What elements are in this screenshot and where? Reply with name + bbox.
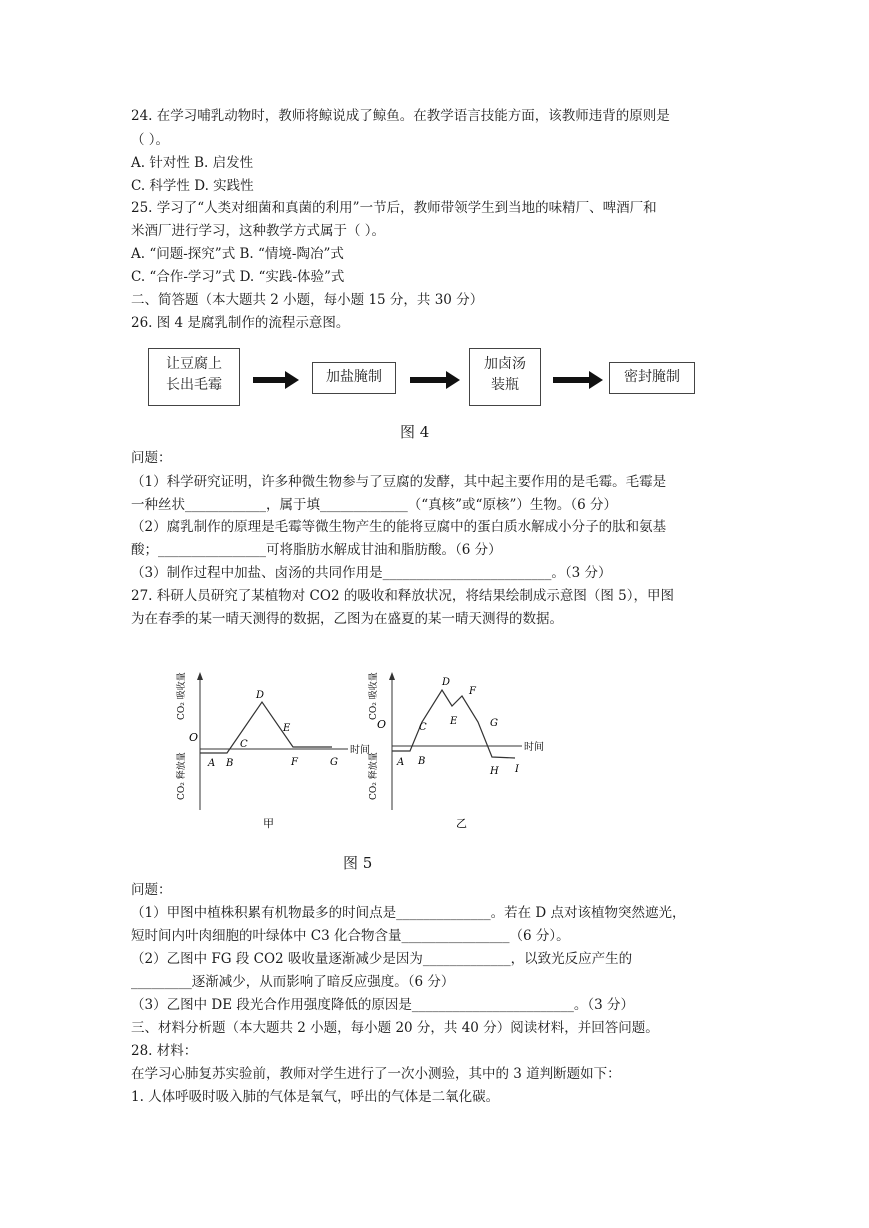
yi-point-h: H xyxy=(490,766,499,777)
yi-y-down-label: CO₂ 释放量 xyxy=(369,752,379,800)
q27-part2-line-2: _________逐渐减少，从而影响了暗反应强度。（6 分） xyxy=(131,974,455,990)
q26-part2-line-2: 酸；________________可将脂肪水解成甘油和脂肪酸。（6 分） xyxy=(131,542,502,558)
chart-yi xyxy=(367,672,544,830)
q27-questions-label: 问题： xyxy=(131,882,172,898)
figure-5-caption: 图 5 xyxy=(343,854,373,872)
q28-intro: 在学习心肺复苏实验前，教师对学生进行了一次小测验，其中的 3 道判断题如下： xyxy=(131,1066,621,1082)
jia-curve xyxy=(200,702,332,753)
flow-step-3-line-2: 装瓶 xyxy=(491,377,519,393)
q27-part2-line-1: （2）乙图中 FG 段 CO2 吸收量逐渐减少是因为_____________，以致光反应产生的 xyxy=(131,951,633,967)
chart-jia xyxy=(175,672,370,830)
yi-point-b: B xyxy=(418,756,426,767)
q26-questions-label: 问题： xyxy=(131,450,172,466)
yi-y-up-label: CO₂ 吸收量 xyxy=(369,672,379,720)
yi-title: 乙 xyxy=(456,817,467,830)
q24-options-cd: C. 科学性 D. 实践性 xyxy=(131,178,254,194)
jia-title: 甲 xyxy=(263,817,274,830)
q28-label: 28. 材料： xyxy=(131,1043,198,1059)
q25-options-cd: C. “合作-学习”式 D. “实践-体验”式 xyxy=(131,269,345,285)
figure-5 xyxy=(160,650,580,840)
q24-options-ab: A. 针对性 B. 启发性 xyxy=(131,155,254,171)
jia-y-up-label: CO₂ 吸收量 xyxy=(177,672,187,720)
q26-part1-line-2: 一种丝状____________，属于填_____________（“真核”或“原核”）生物。（6 分） xyxy=(131,497,617,513)
q28-item-1: 1. 人体呼吸时吸入肺的气体是氧气，呼出的气体是二氧化碳。 xyxy=(131,1089,500,1105)
yi-point-a: A xyxy=(397,757,405,768)
q24-stem-line-1: 24. 在学习哺乳动物时，教师将鲸说成了鲸鱼。在教学语言技能方面，该教师违背的原则是 xyxy=(131,108,670,124)
section-3-heading: 三、材料分析题（本大题共 2 小题，每小题 20 分，共 40 分）阅读材料，并回答问题。 xyxy=(131,1020,659,1036)
figure-5-graphs xyxy=(160,650,580,840)
flow-step-1-line-1: 让豆腐上 xyxy=(166,356,222,372)
yi-point-d: D xyxy=(442,677,451,688)
jia-point-d: D xyxy=(256,690,265,701)
flow-step-1 xyxy=(148,348,240,406)
q26-part1-line-1: （1）科学研究证明，许多种微生物参与了豆腐的发酵，其中起主要作用的是毛霉。毛霉是 xyxy=(131,474,667,490)
flow-step-3-line-1: 加卤汤 xyxy=(484,356,526,372)
q25-options-ab: A. “问题-探究”式 B. “情境-陶冶”式 xyxy=(131,246,344,262)
jia-y-arrow-icon xyxy=(197,672,203,680)
yi-point-i: I xyxy=(515,764,519,775)
q27-stem-line-1: 27. 科研人员研究了某植物对 CO2 的吸收和释放状况，将结果绘制成示意图（图 5），甲图 xyxy=(131,588,674,604)
yi-point-e: E xyxy=(450,716,458,727)
q24-stem-line-2: （ ）。 xyxy=(131,132,170,148)
q27-part1-line-1: （1）甲图中植株积累有机物最多的时间点是______________。若在 D 点对该植物突然遮光， xyxy=(131,905,686,921)
flow-arrow-3 xyxy=(553,377,591,383)
q27-stem-line-2: 为在春季的某一晴天测得的数据，乙图为在盛夏的某一晴天测得的数据。 xyxy=(131,611,563,627)
yi-x-label: 时间 xyxy=(524,742,544,753)
jia-point-f: F xyxy=(291,757,298,768)
jia-point-b: B xyxy=(226,758,234,769)
yi-point-g: G xyxy=(490,718,498,729)
flow-step-1-line-2: 长出毛霉 xyxy=(166,377,222,393)
flow-step-4 xyxy=(609,362,695,394)
jia-point-g: G xyxy=(330,757,338,768)
q26-stem: 26. 图 4 是腐乳制作的流程示意图。 xyxy=(131,315,350,331)
jia-x-label: 时间 xyxy=(350,745,370,756)
q27-part1-line-2: 短时间内叶肉细胞的叶绿体中 C3 化合物含量________________（6 分）。 xyxy=(131,928,570,944)
q25-stem-line-2: 米酒厂进行学习，这种教学方式属于（ ）。 xyxy=(131,223,386,239)
figure-4-caption: 图 4 xyxy=(400,423,430,441)
yi-point-c: C xyxy=(419,722,427,733)
flow-arrow-1 xyxy=(253,377,287,383)
jia-point-e: E xyxy=(283,723,291,734)
section-2-heading: 二、简答题（本大题共 2 小题，每小题 15 分，共 30 分） xyxy=(131,292,484,308)
flow-step-3 xyxy=(469,348,541,406)
flow-step-2-label: 加盐腌制 xyxy=(326,369,382,385)
jia-y-down-label: CO₂ 释放量 xyxy=(177,752,187,800)
yi-origin-label: O xyxy=(377,718,387,731)
yi-y-arrow-icon xyxy=(389,672,395,680)
jia-point-a: A xyxy=(208,758,216,769)
figure-4-flowchart xyxy=(148,348,708,408)
jia-origin-label: O xyxy=(189,731,199,744)
flow-step-2 xyxy=(312,362,396,394)
flow-arrow-2 xyxy=(410,377,448,383)
yi-point-f: F xyxy=(469,686,476,697)
q26-part2-line-1: （2）腐乳制作的原理是毛霉等微生物产生的能将豆腐中的蛋白质水解成小分子的肽和氨基 xyxy=(131,519,667,535)
q27-part3: （3）乙图中 DE 段光合作用强度降低的原因是________________________。（3 分） xyxy=(131,997,634,1013)
q25-stem-line-1: 25. 学习了“人类对细菌和真菌的利用”一节后，教师带领学生到当地的味精厂、啤酒厂和 xyxy=(131,200,657,216)
q26-part3: （3）制作过程中加盐、卤汤的共同作用是_________________________。（3 分） xyxy=(131,565,612,581)
jia-point-c: C xyxy=(240,739,248,750)
flow-step-4-label: 密封腌制 xyxy=(624,369,680,385)
